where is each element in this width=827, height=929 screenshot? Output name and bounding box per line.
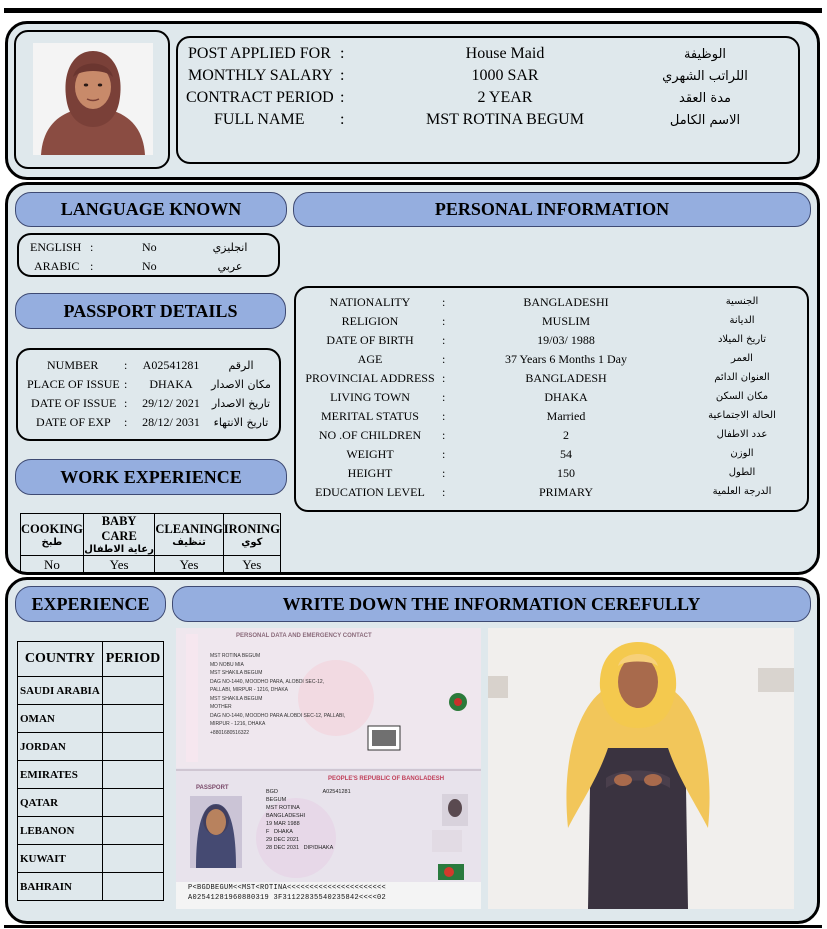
header-colon: : xyxy=(340,67,345,84)
personal-arabic: الوزن xyxy=(730,448,754,459)
personal-label: NATIONALITY xyxy=(329,295,411,309)
scan-top-line: MD NOBU MIA xyxy=(210,661,244,668)
scan-top-line: MST ROTINA BEGUM xyxy=(210,653,261,659)
passport-value: 28/12/ 2031 xyxy=(142,415,200,429)
write-down-title: WRITE DOWN THE INFORMATION CEREFULLY xyxy=(172,586,811,622)
personal-label: AGE xyxy=(357,352,383,366)
experience-row xyxy=(18,733,164,761)
passport-label: DATE OF EXP xyxy=(36,415,111,429)
passport-arabic: مكان الاصدار xyxy=(211,378,271,391)
experience-country: OMAN xyxy=(18,705,103,733)
personal-arabic: مكان السكن xyxy=(715,391,769,402)
header-arabic: اللراتب الشهري xyxy=(662,69,748,84)
scan-birthplace: DHAKA xyxy=(273,829,293,835)
full-body-photo xyxy=(488,628,794,909)
passport-value: A02541281 xyxy=(142,358,200,372)
applicant-portrait xyxy=(33,43,153,155)
top-rule xyxy=(4,8,822,13)
personal-colon: : xyxy=(442,333,446,347)
personal-label: NO .OF CHILDREN xyxy=(318,428,422,442)
experience-country: JORDAN xyxy=(18,733,103,761)
scan-code: BGD xyxy=(266,789,278,795)
personal-colon: : xyxy=(442,466,446,480)
scan-top-line: DAG NO-1440, MOODHO PARA, ALOBDI SEC-12, xyxy=(210,678,325,685)
experience-period xyxy=(103,817,164,845)
experience-row xyxy=(18,705,164,733)
personal-label: PROVINCIAL ADDRESS xyxy=(305,371,435,385)
experience-period xyxy=(103,789,164,817)
header-value: House Maid xyxy=(465,45,545,62)
language-value: No xyxy=(142,240,157,254)
personal-arabic: تاريخ الميلاد xyxy=(717,334,767,345)
scan-country-header: PEOPLE'S REPUBLIC OF BANGLADESH xyxy=(328,776,445,782)
experience-row xyxy=(18,845,164,873)
personal-arabic: الحالة الاجتماعية xyxy=(708,410,776,421)
personal-value: 150 xyxy=(557,466,575,480)
header-label: POST APPLIED FOR xyxy=(188,45,331,62)
language-known-title: LANGUAGE KNOWN xyxy=(15,192,287,227)
experience-row xyxy=(18,873,164,901)
personal-arabic: الجنسية xyxy=(725,296,759,307)
scan-top-line: MST SHAKILA BEGUM xyxy=(210,670,263,676)
personal-value: BANGLADESHI xyxy=(523,295,609,309)
personal-value: MUSLIM xyxy=(541,314,590,328)
personal-label: LIVING TOWN xyxy=(330,390,410,404)
experience-table xyxy=(17,641,164,901)
language-colon: : xyxy=(90,259,94,273)
language-colon: : xyxy=(90,240,94,254)
skills-table xyxy=(20,513,281,574)
personal-information-title: PERSONAL INFORMATION xyxy=(293,192,811,227)
personal-colon: : xyxy=(442,295,446,309)
header-value: 2 YEAR xyxy=(477,89,533,106)
passport-arabic: تاريخ الاصدار xyxy=(211,397,271,410)
scan-nationality: BANGLADESHI xyxy=(266,813,306,819)
personal-colon: : xyxy=(442,352,446,366)
personal-value: 19/03/ 1988 xyxy=(537,333,595,347)
header-arabic: مدة العقد xyxy=(679,91,731,106)
language-label: ARABIC xyxy=(34,259,80,273)
personal-colon: : xyxy=(442,485,446,499)
passport-value: 29/12/ 2021 xyxy=(142,396,200,410)
experience-country: SAUDI ARABIA xyxy=(18,677,103,705)
personal-value: BANGLADESH xyxy=(525,371,607,385)
skill-value-baby-care: Yes xyxy=(83,556,155,574)
applicant-photo-frame xyxy=(14,30,170,169)
experience-country: LEBANON xyxy=(18,817,103,845)
experience-period xyxy=(103,845,164,873)
scan-passport-word: PASSPORT xyxy=(196,785,229,791)
personal-arabic: العنوان الدائم xyxy=(714,372,770,383)
scan-surname: BEGUM xyxy=(266,797,287,803)
scan-top-line: MIRPUR - 1216, DHAKA xyxy=(210,721,266,727)
period-header: PERIOD xyxy=(103,642,164,677)
personal-label: WEIGHT xyxy=(346,447,394,461)
scan-top-line: +8801680516322 xyxy=(210,729,250,736)
scan-given-name: MST ROTINA xyxy=(266,805,300,811)
personal-label: HEIGHT xyxy=(347,466,393,480)
experience-country: KUWAIT xyxy=(18,845,103,873)
scan-mrz-2: A02541281960880319 3F31122835540235842<<<<02 xyxy=(188,894,387,902)
scan-authority: DIP/DHAKA xyxy=(303,845,334,851)
experience-row xyxy=(18,789,164,817)
scan-mrz-1: P<BGDBEGUM<<MST<ROTINA<<<<<<<<<<<<<<<<<<<<<< xyxy=(188,884,387,892)
passport-details-title: PASSPORT DETAILS xyxy=(15,293,286,329)
personal-label: MERITAL STATUS xyxy=(321,409,419,423)
header-arabic: الوظيفة xyxy=(683,47,727,62)
header-colon: : xyxy=(340,89,345,106)
personal-label: RELIGION xyxy=(341,314,399,328)
personal-colon: : xyxy=(442,390,446,404)
header-colon: : xyxy=(340,111,345,128)
experience-row xyxy=(18,817,164,845)
personal-value: 54 xyxy=(560,447,572,461)
passport-colon: : xyxy=(124,358,128,372)
passport-colon: : xyxy=(124,377,128,391)
personal-value: PRIMARY xyxy=(538,485,594,499)
experience-period xyxy=(103,733,164,761)
work-experience-title: WORK EXPERIENCE xyxy=(15,459,287,495)
passport-arabic: تاريخ الانتهاء xyxy=(213,416,269,429)
personal-value: 2 xyxy=(563,428,569,442)
skill-value-cooking: No xyxy=(21,556,84,574)
personal-colon: : xyxy=(442,409,446,423)
passport-value: DHAKA xyxy=(149,377,193,391)
experience-country: QATAR xyxy=(18,789,103,817)
scan-sex: F xyxy=(266,829,270,835)
skill-header-ironing: IRONING كوي xyxy=(223,514,280,556)
scan-top-header: PERSONAL DATA AND EMERGENCY CONTACT xyxy=(236,633,372,639)
scan-issue: 29 DEC 2021 xyxy=(266,837,300,843)
personal-arabic: الطول xyxy=(728,467,756,478)
skill-header-baby-care: BABY CARE رعاية الاطفال xyxy=(84,514,154,555)
passport-colon: : xyxy=(124,415,128,429)
experience-country: EMIRATES xyxy=(18,761,103,789)
header-label: FULL NAME xyxy=(214,111,305,128)
header-colon: : xyxy=(340,45,345,62)
personal-colon: : xyxy=(442,314,446,328)
language-value: No xyxy=(142,259,157,273)
bottom-rule xyxy=(4,925,822,928)
passport-label: PLACE OF ISSUE xyxy=(27,377,120,391)
personal-arabic: عدد الاطفال xyxy=(716,429,768,440)
personal-value: DHAKA xyxy=(544,390,588,404)
language-label: ENGLISH xyxy=(30,240,82,254)
passport-colon: : xyxy=(124,396,128,410)
experience-row xyxy=(18,677,164,705)
passport-label: DATE OF ISSUE xyxy=(31,396,117,410)
personal-value: 37 Years 6 Months 1 Day xyxy=(504,352,627,366)
personal-value: Married xyxy=(546,409,586,423)
personal-colon: : xyxy=(442,371,446,385)
scan-top-line: MOTHER xyxy=(210,704,232,710)
experience-country: BAHRAIN xyxy=(18,873,103,901)
skill-value-ironing: Yes xyxy=(223,556,280,574)
personal-label: DATE OF BIRTH xyxy=(326,333,414,347)
header-label: CONTRACT PERIOD xyxy=(186,89,334,106)
scan-dob: 19 MAR 1988 xyxy=(266,821,300,827)
scan-top-line: PALLABI, MIRPUR - 1216, DHAKA xyxy=(210,687,288,693)
country-header: COUNTRY xyxy=(18,642,103,677)
language-arabic: عربي xyxy=(217,260,243,273)
personal-arabic: العمر xyxy=(731,353,753,364)
personal-colon: : xyxy=(442,447,446,461)
skill-header-cleaning: CLEANING تنظيف xyxy=(155,514,223,556)
experience-period xyxy=(103,873,164,901)
personal-arabic: الدرجة العلمية xyxy=(712,486,772,497)
language-arabic: انجليزي xyxy=(212,241,248,254)
header-value: 1000 SAR xyxy=(471,67,539,84)
scan-expiry: 28 DEC 2031 xyxy=(266,845,300,851)
scan-top-line: MST SHAKILA BEGUM xyxy=(210,695,263,702)
scan-number: A02541281 xyxy=(322,789,351,795)
personal-arabic: الديانة xyxy=(729,315,755,326)
experience-period xyxy=(103,761,164,789)
experience-period xyxy=(103,705,164,733)
full-body-figure xyxy=(488,628,794,909)
personal-colon: : xyxy=(442,428,446,442)
experience-row xyxy=(18,761,164,789)
experience-title: EXPERIENCE xyxy=(15,586,166,622)
experience-period xyxy=(103,677,164,705)
header-arabic: الاسم الكامل xyxy=(669,113,741,128)
skill-header-cooking: COOKING طبخ xyxy=(21,514,84,556)
personal-label: EDUCATION LEVEL xyxy=(315,485,425,499)
header-label: MONTHLY SALARY xyxy=(188,67,333,84)
passport-scan-image xyxy=(176,628,481,909)
skill-value-cleaning: Yes xyxy=(155,556,223,574)
header-value: MST ROTINA BEGUM xyxy=(426,111,584,128)
scan-top-line: DAG NO-1440, MOODHO PARA ALOBDI SEC-12, PALLABI, xyxy=(210,712,346,719)
passport-arabic: الرقم xyxy=(228,359,254,372)
passport-label: NUMBER xyxy=(47,358,99,372)
